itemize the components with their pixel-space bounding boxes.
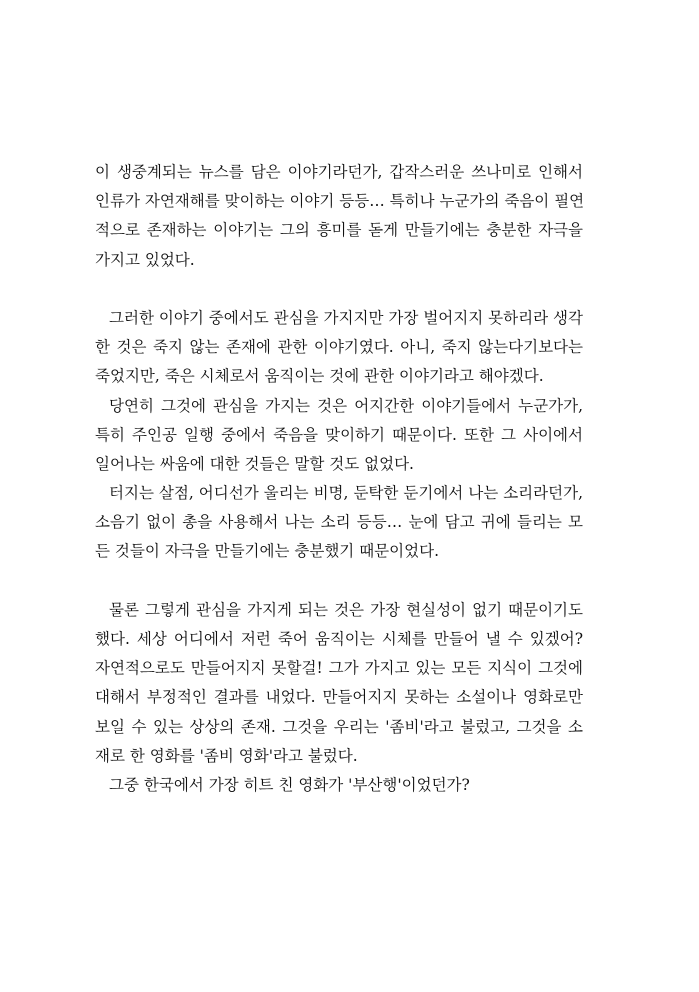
text-line: 이 생중계되는 뉴스를 담은 이야기라던가, 갑작스러운 쓰나미로 인해서 bbox=[95, 163, 583, 181]
text-line: 특히 주인공 일행 중에서 죽음을 맞이하기 때문이다. 또한 그 사이에서 bbox=[95, 425, 583, 444]
document-page bbox=[95, 158, 583, 800]
text-line: 가지고 있었다. bbox=[95, 250, 195, 269]
text-line: 재로 한 영화를 '좀비 영화'라고 불렀다. bbox=[95, 746, 358, 765]
text-line: 당연히 그것에 관심을 가지는 것은 어지간한 이야기들에서 누군가가, bbox=[109, 396, 583, 415]
text-line: 적으로 존재하는 이야기는 그의 흥미를 돋게 만들기에는 충분한 자극을 bbox=[95, 221, 583, 240]
text-line: 그중 한국에서 가장 히트 친 영화가 '부산행'이었던가? bbox=[109, 775, 470, 794]
paragraph-gap bbox=[95, 275, 583, 304]
text-line: 인류가 자연재해를 맞이하는 이야기 등등… 특히나 누군가의 죽음이 필연 bbox=[95, 192, 585, 211]
text-line: 한 것은 죽지 않는 존재에 관한 이야기였다. 아니, 죽지 않는다기보다는 bbox=[95, 338, 583, 357]
text-line: 자연적으로도 만들어지지 못할걸! 그가 가지고 있는 모든 지식이 그것에 bbox=[95, 659, 583, 678]
text-line: 든 것들이 자극을 만들기에는 충분했기 때문이었다. bbox=[95, 542, 439, 561]
text-line: 했다. 세상 어디에서 저런 죽어 움직이는 시체를 만들어 낼 수 있겠어? bbox=[95, 630, 583, 648]
text-line: 대해서 부정적인 결과를 내었다. 만들어지지 못하는 소설이나 영화로만 bbox=[95, 688, 583, 707]
text-line: 그러한 이야기 중에서도 관심을 가지지만 가장 벌어지지 못하리라 생각 bbox=[109, 308, 583, 327]
paragraph-gap bbox=[95, 567, 583, 596]
text-line: 소음기 없이 총을 사용해서 나는 소리 등등… 눈에 담고 귀에 들리는 모 bbox=[95, 513, 583, 532]
paragraph bbox=[95, 304, 583, 567]
paragraph bbox=[95, 158, 583, 275]
text-line: 터지는 살점, 어디선가 울리는 비명, 둔탁한 둔기에서 나는 소리라던가, bbox=[109, 484, 583, 503]
text-line: 죽었지만, 죽은 시체로서 움직이는 것에 관한 이야기라고 해야겠다. bbox=[95, 367, 544, 386]
text-line: 보일 수 있는 상상의 존재. 그것을 우리는 '좀비'라고 불렀고, 그것을 소 bbox=[95, 717, 583, 736]
text-line: 물론 그렇게 관심을 가지게 되는 것은 가장 현실성이 없기 때문이기도 bbox=[109, 600, 583, 619]
paragraph bbox=[95, 596, 583, 800]
text-line: 일어나는 싸움에 대한 것들은 말할 것도 없었다. bbox=[95, 454, 414, 473]
